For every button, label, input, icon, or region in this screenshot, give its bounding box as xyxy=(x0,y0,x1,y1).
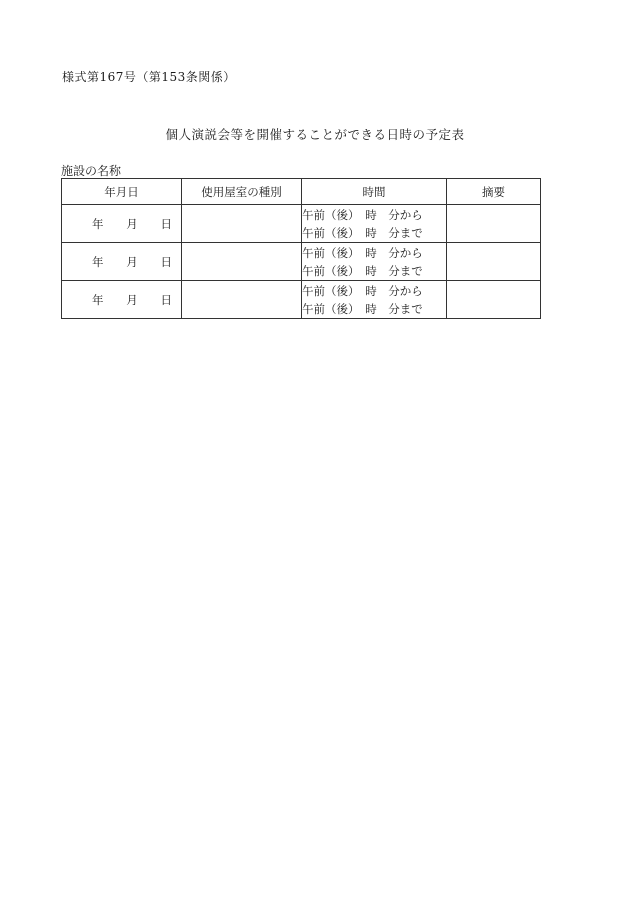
time-cell[interactable] xyxy=(302,281,447,319)
time-from-text: 午前（後） 時 分から xyxy=(302,283,423,298)
column-header-facility-type: 使用屋室の種別 xyxy=(182,179,302,205)
table-row xyxy=(62,281,541,319)
day-label: 日 xyxy=(160,292,172,307)
time-cell[interactable] xyxy=(302,205,447,243)
date-cell[interactable] xyxy=(62,205,182,243)
remarks-cell[interactable] xyxy=(447,243,541,281)
column-header-remarks: 摘要 xyxy=(447,179,541,205)
month-label: 月 xyxy=(126,292,138,307)
remarks-cell[interactable] xyxy=(447,205,541,243)
time-from-text: 午前（後） 時 分から xyxy=(302,207,423,222)
month-label: 月 xyxy=(126,216,138,231)
table-row xyxy=(62,205,541,243)
facility-type-cell[interactable] xyxy=(182,243,302,281)
schedule-table xyxy=(61,178,541,319)
facility-type-cell[interactable] xyxy=(182,281,302,319)
date-cell[interactable] xyxy=(62,243,182,281)
date-cell[interactable] xyxy=(62,281,182,319)
table-header-row xyxy=(62,179,541,205)
year-label: 年 xyxy=(92,254,104,269)
time-to-text: 午前（後） 時 分まで xyxy=(302,225,423,240)
year-label: 年 xyxy=(92,216,104,231)
column-header-time: 時間 xyxy=(302,179,447,205)
table-row xyxy=(62,243,541,281)
day-label: 日 xyxy=(160,216,172,231)
year-label: 年 xyxy=(92,292,104,307)
time-from-text: 午前（後） 時 分から xyxy=(302,245,423,260)
column-header-date: 年月日 xyxy=(62,179,182,205)
facility-type-cell[interactable] xyxy=(182,205,302,243)
time-cell[interactable] xyxy=(302,243,447,281)
time-to-text: 午前（後） 時 分まで xyxy=(302,263,423,278)
day-label: 日 xyxy=(160,254,172,269)
time-to-text: 午前（後） 時 分まで xyxy=(302,301,423,316)
document-title: 個人演説会等を開催することができる日時の予定表 xyxy=(165,127,465,142)
form-number: 様式第167号（第153条関係） xyxy=(62,70,236,84)
remarks-cell[interactable] xyxy=(447,281,541,319)
facility-name-label: 施設の名称 xyxy=(61,164,122,178)
month-label: 月 xyxy=(126,254,138,269)
